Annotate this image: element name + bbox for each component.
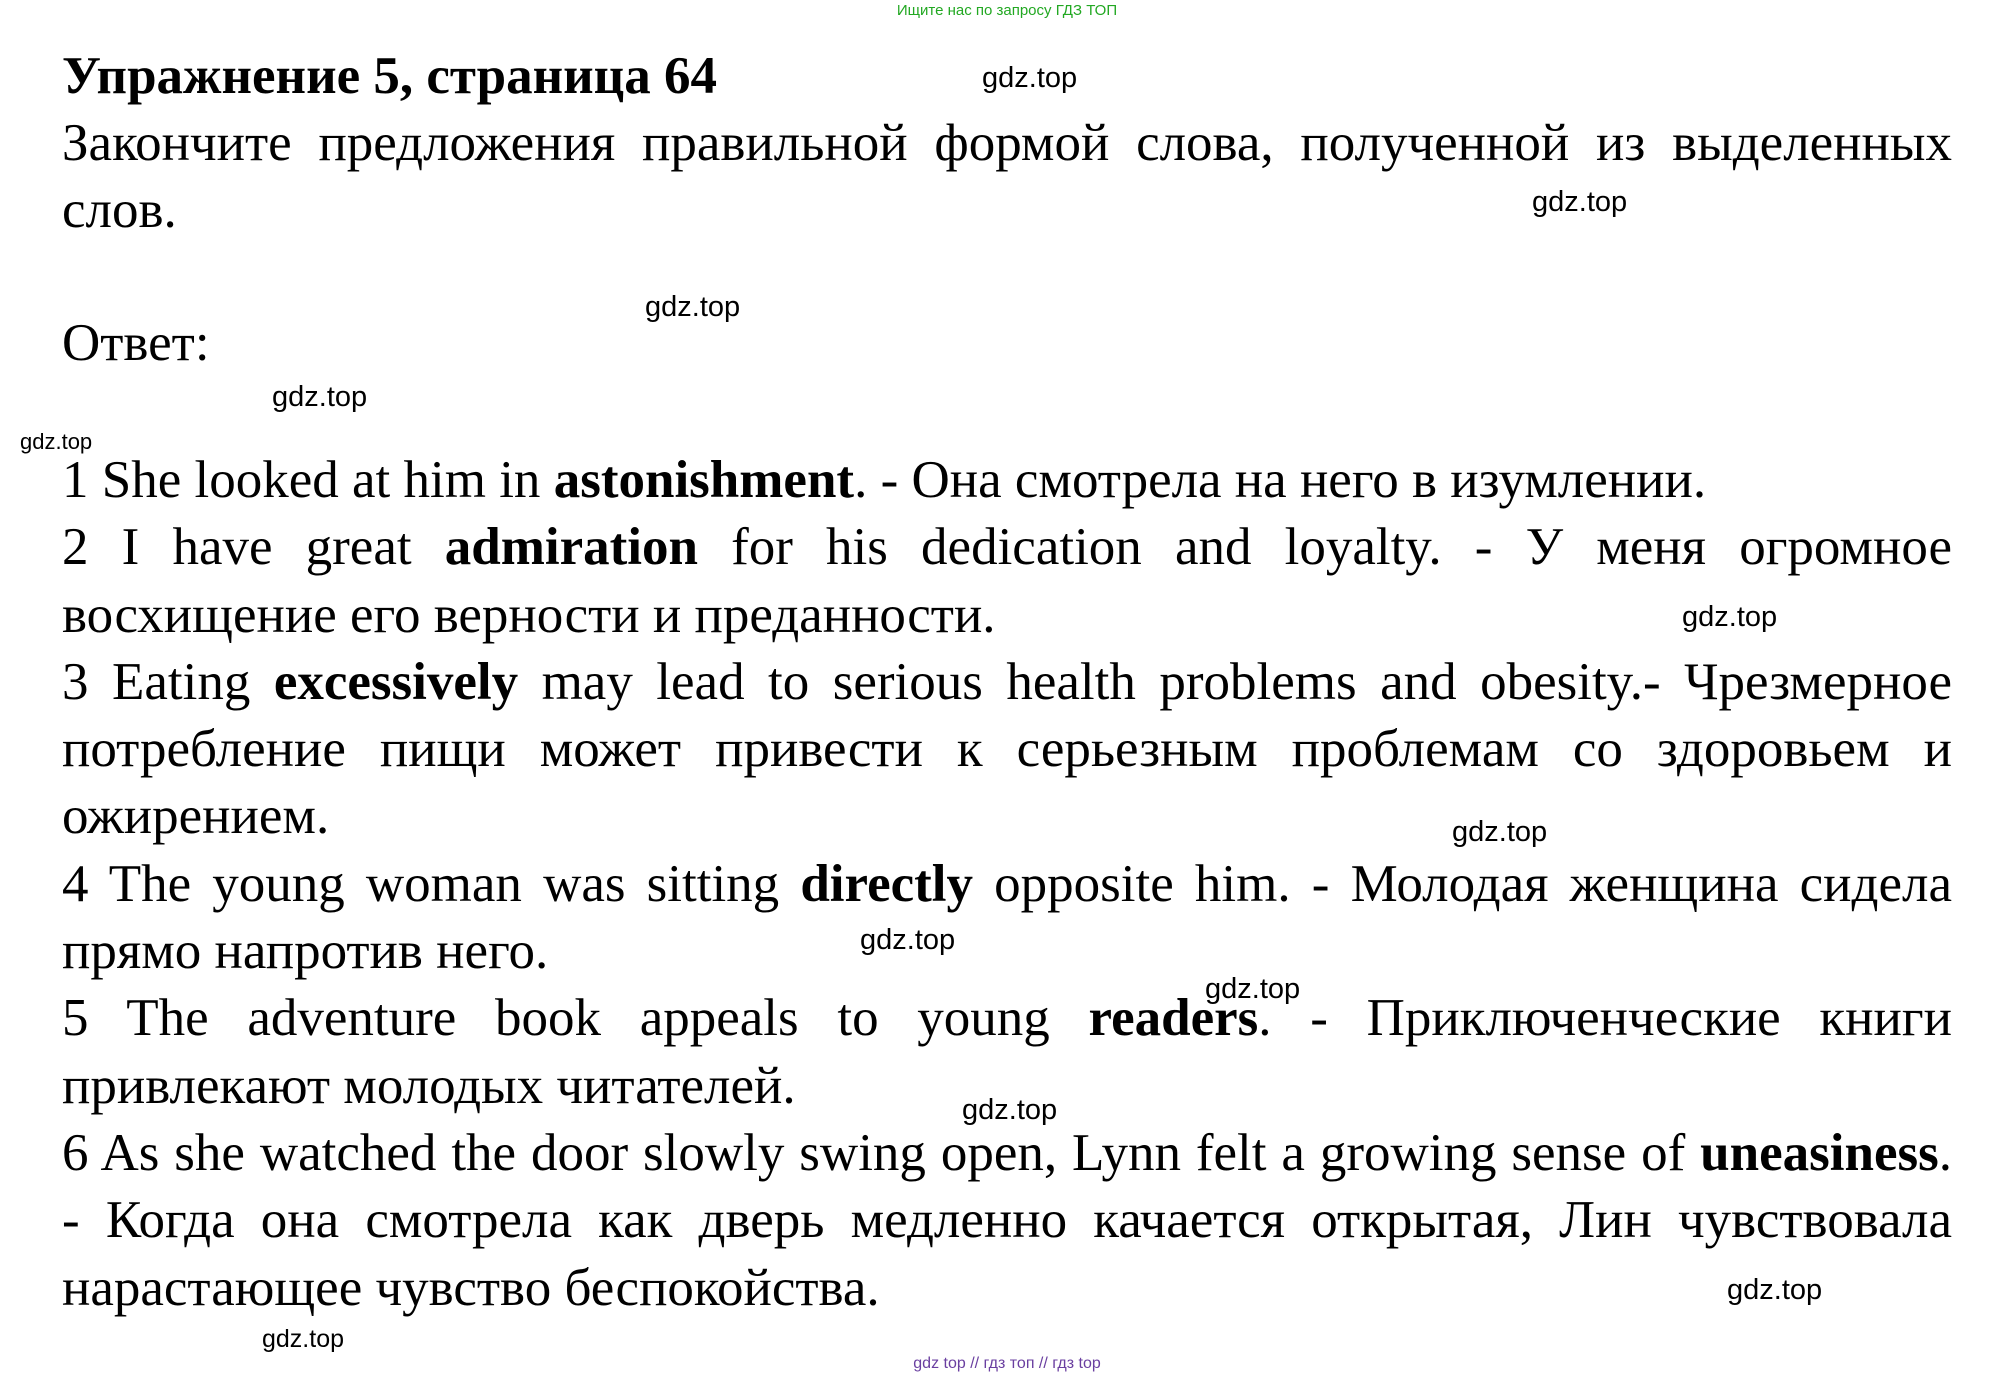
answer-keyword: readers xyxy=(1088,989,1259,1048)
watermark: gdz.top xyxy=(1205,973,1301,1005)
exercise-instruction: Закончите предложения правильной формой слова, полученной из выделенных слов. xyxy=(62,114,1952,239)
top-banner: Ищите нас по запросу ГДЗ ТОП xyxy=(896,2,1118,19)
watermark: gdz.top xyxy=(982,62,1078,94)
watermark: gdz.top xyxy=(1532,186,1628,218)
answer-item: 5 The adventure book appeals to young readers. - Приключенческие книги привлекают молодых читателей. xyxy=(62,989,1952,1115)
answer-item: 2 I have great admiration for his dedication and loyalty. - У меня огромное восхищение его верности и преданности. xyxy=(62,518,1952,644)
answer-keyword: admiration xyxy=(444,518,698,577)
watermark: gdz.top xyxy=(20,429,93,454)
watermark: gdz.top xyxy=(1727,1274,1823,1306)
answer-keyword: excessively xyxy=(273,652,519,711)
watermark: gdz.top xyxy=(1682,601,1778,633)
answer-keyword: uneasiness xyxy=(1700,1123,1939,1182)
watermark: gdz.top xyxy=(1452,816,1548,848)
watermark: gdz.top xyxy=(272,381,368,413)
answer-item: 6 As she watched the door slowly swing open, Lynn felt a growing sense of uneasiness. - Когда она смотрела как дверь медленно качается открытая, Лин чувствовала нарастающее чувство беспокойства. xyxy=(62,1123,1952,1317)
answer-item: 4 The young woman was sitting directly opposite him. - Молодая женщина сидела прямо напротив него. xyxy=(62,854,1952,981)
watermark: gdz.top xyxy=(645,291,741,323)
watermark: gdz.top xyxy=(962,1094,1058,1126)
answer-keyword: astonishment xyxy=(553,451,855,509)
watermark: gdz.top xyxy=(262,1325,345,1353)
answer-item: 1 She looked at him in astonishment. - Она смотрела на него в изумлении. xyxy=(62,451,1707,509)
answer-label: Ответ: xyxy=(62,314,210,372)
answer-item: 3 Eating excessively may lead to serious health problems and obesity.- Чрезмерное потребление пищи может привести к серьезным проблемам со здоровьем и ожирением. xyxy=(62,652,1953,846)
answer-list xyxy=(62,447,1952,1322)
answer-keyword: directly xyxy=(800,854,974,913)
bottom-banner: gdz top // гдз топ // гдз top xyxy=(913,1355,1101,1372)
watermark: gdz.top xyxy=(860,924,956,956)
exercise-title: Упражнение 5, страница 64 xyxy=(62,47,717,105)
